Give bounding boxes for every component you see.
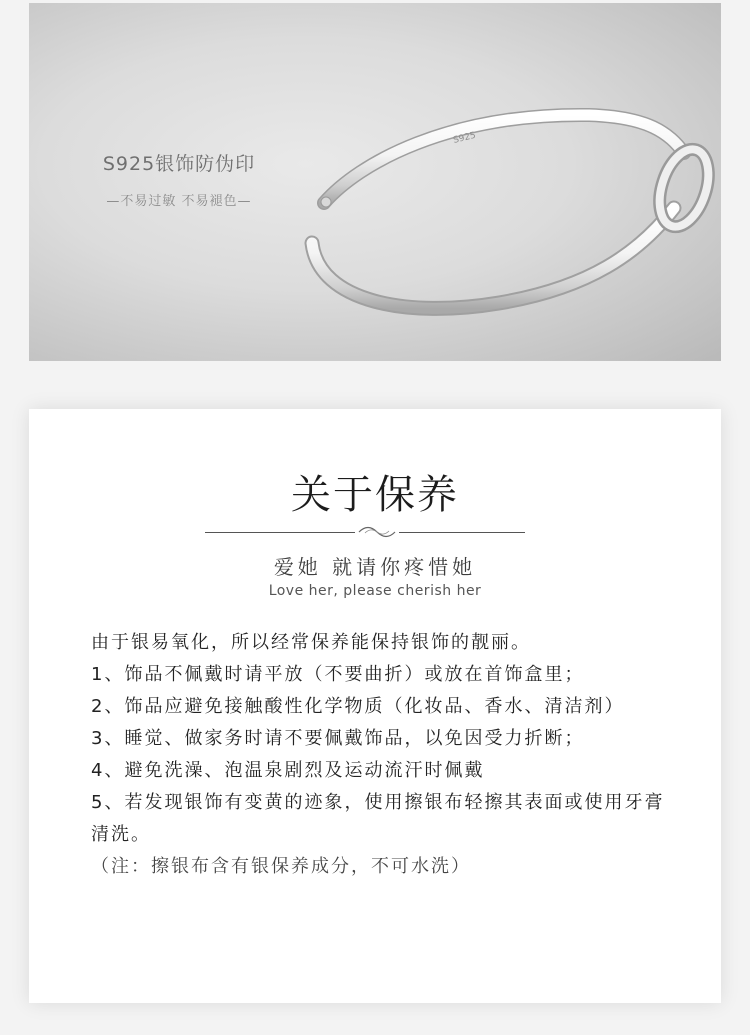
care-card: [29, 409, 721, 1003]
divider-right: [399, 532, 525, 533]
care-note: （注：擦银布含有银保养成分，不可水洗）: [91, 856, 471, 877]
flourish-ornament-icon: [357, 524, 397, 540]
care-instructions: [91, 627, 681, 883]
divider-left: [205, 532, 355, 533]
care-item-5: 5、若发现银饰有变黄的迹象，使用擦银布轻擦其表面或使用牙膏清洗。: [91, 792, 665, 845]
tagline-english: Love her, please cherish her: [268, 583, 482, 599]
product-photo: [29, 3, 721, 361]
care-item-4: 4、避免洗澡、泡温泉剧烈及运动流汗时佩戴: [91, 760, 485, 781]
hero-title: S925银饰防伪印: [102, 153, 256, 175]
care-item-1: 1、饰品不佩戴时请平放（不要曲折）或放在首饰盒里；: [91, 664, 585, 685]
care-title: 关于保养: [291, 472, 459, 518]
tagline-chinese: 爱她 就请你疼惜她: [273, 555, 477, 579]
svg-text:S925: S925: [452, 130, 477, 146]
hero-caption: [84, 149, 274, 209]
hero-subtitle: —不易过敏 不易褪色—: [106, 194, 252, 209]
care-intro: 由于银易氧化，所以经常保养能保持银饰的靓丽。: [91, 632, 531, 653]
care-item-3: 3、睡觉、做家务时请不要佩戴饰品，以免因受力折断；: [91, 728, 585, 749]
care-item-2: 2、饰品应避免接触酸性化学物质（化妆品、香水、清洁剂）: [91, 696, 625, 717]
